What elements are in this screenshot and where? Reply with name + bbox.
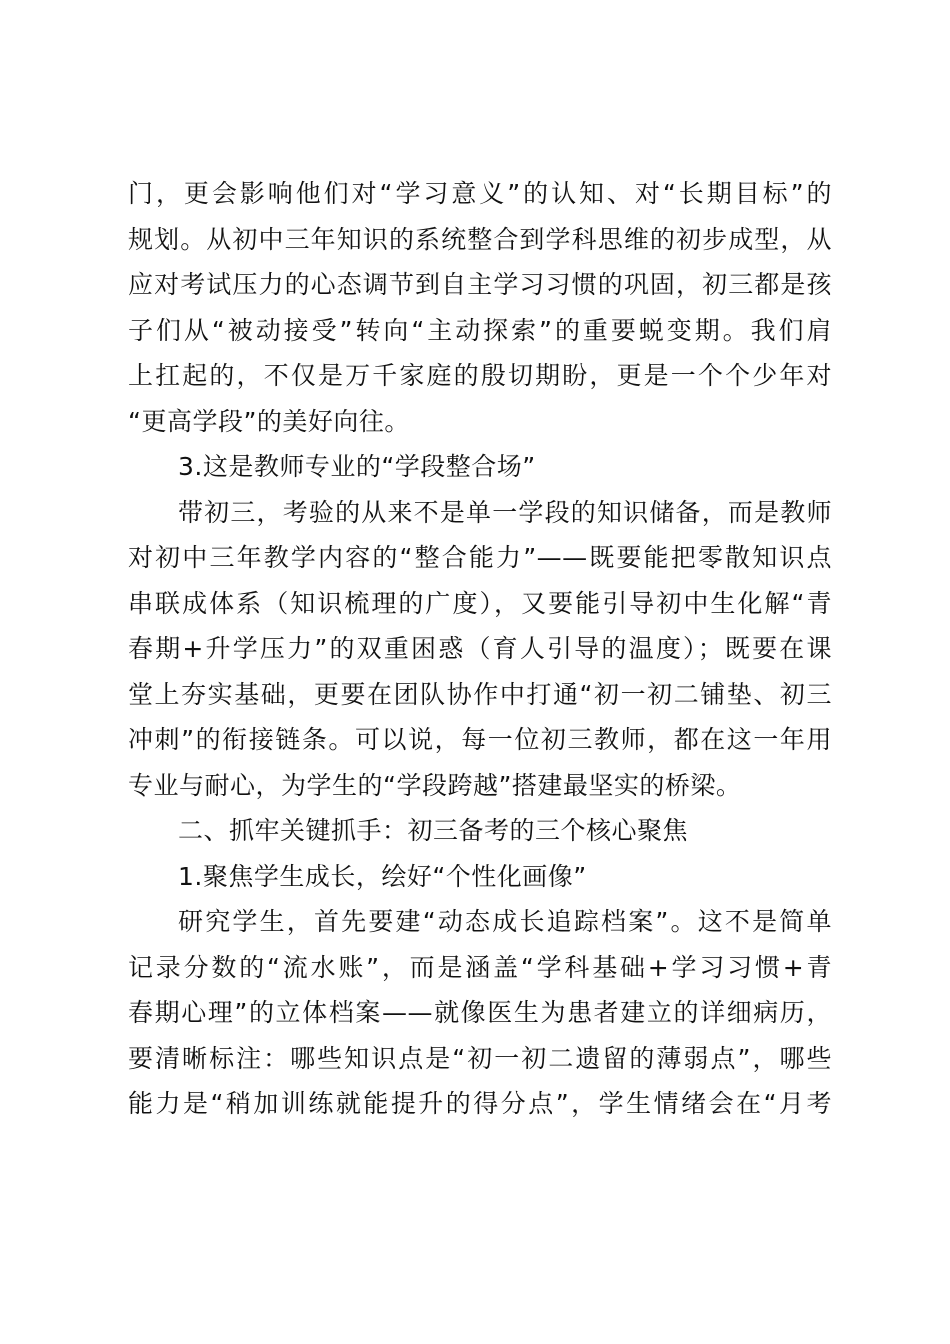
body-text-line: 对初中三年教学内容的“整合能力”——既要能把零散知识点	[128, 543, 832, 572]
body-text-line: 串联成体系（知识梳理的广度），又要能引导初中生化解“青	[128, 589, 832, 618]
body-text-line: 规划。从初中三年知识的系统整合到学科思维的初步成型，从	[128, 225, 832, 254]
body-text-line: 记录分数的“流水账”，而是涵盖“学科基础+学习习惯+青	[128, 953, 832, 982]
subheading-3: 3.这是教师专业的“学段整合场”	[178, 452, 536, 481]
subheading-1: 1.聚焦学生成长，绘好“个性化画像”	[178, 862, 587, 891]
body-text-line: 子们从“被动接受”转向“主动探索”的重要蜕变期。我们肩	[128, 316, 832, 345]
body-text-line: 春期+升学压力”的双重困惑（育人引导的温度）；既要在课	[128, 634, 832, 663]
body-text-line: 冲刺”的衔接链条。可以说，每一位初三教师，都在这一年用	[128, 725, 832, 754]
body-text-line: 能力是“稍加训练就能提升的得分点”，学生情绪会在“月考	[128, 1089, 832, 1118]
section-heading-2: 二、抓牢关键抓手：初三备考的三个核心聚焦	[178, 816, 689, 845]
body-text-line: “更高学段”的美好向往。	[128, 407, 410, 436]
body-text-line: 春期心理”的立体档案——就像医生为患者建立的详细病历，	[128, 998, 832, 1027]
body-text-line: 门，更会影响他们对“学习意义”的认知、对“长期目标”的	[128, 179, 832, 208]
body-text-line: 要清晰标注：哪些知识点是“初一初二遗留的薄弱点”，哪些	[128, 1044, 832, 1073]
body-text-line: 堂上夯实基础，更要在团队协作中打通“初一初二铺垫、初三	[128, 680, 832, 709]
body-text-line: 专业与耐心，为学生的“学段跨越”搭建最坚实的桥梁。	[128, 771, 742, 800]
paragraph-first-line: 研究学生，首先要建“动态成长追踪档案”。这不是简单	[178, 907, 832, 936]
body-text-line: 应对考试压力的心态调节到自主学习习惯的巩固，初三都是孩	[128, 270, 832, 299]
paragraph-first-line: 带初三，考验的从来不是单一学段的知识储备，而是教师	[178, 498, 832, 527]
body-text-line: 上扛起的，不仅是万千家庭的殷切期盼，更是一个个少年对	[128, 361, 832, 390]
